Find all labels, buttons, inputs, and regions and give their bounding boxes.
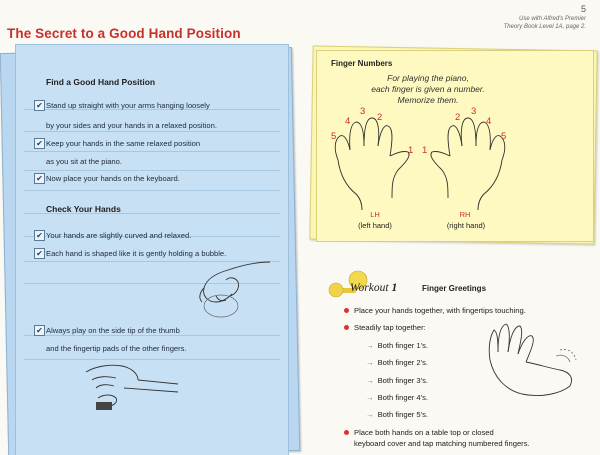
find-item-1: ✔ Stand up straight with your arms hanging loosely: [46, 101, 210, 110]
lh-finger-3: 3: [360, 106, 366, 117]
page-number: 5: [580, 4, 586, 14]
rh-finger-5: 5: [501, 131, 507, 142]
check-icon: ✔: [34, 100, 45, 111]
finger-numbers-subtitle: For playing the piano, each finger is given a number. Memorize them.: [371, 73, 485, 105]
check-item-1: ✔ Your hands are slightly curved and relaxed.: [46, 231, 191, 240]
rh-sub-label: (right hand): [446, 221, 486, 230]
workout-step-3: → Both finger 3's.: [366, 376, 429, 385]
arrow-icon: →: [366, 376, 374, 385]
check-item-2: ✔ Each hand is shaped like it is gently holding a bubble.: [46, 249, 226, 258]
find-item-3: ✔ Now place your hands on the keyboard.: [46, 174, 180, 183]
find-item-2-cont: as you sit at the piano.: [46, 157, 122, 166]
workout-bullet-3-cont: keyboard cover and tap matching numbered fingers.: [354, 439, 530, 448]
arrow-icon: →: [366, 358, 374, 367]
use-with-line-2: Theory Book Level 1A, page 2.: [503, 24, 586, 30]
arrow-icon: →: [366, 341, 374, 350]
check-icon: ✔: [34, 248, 45, 259]
lh-finger-5: 5: [331, 131, 337, 142]
find-item-2: ✔ Keep your hands in the same relaxed position: [46, 139, 200, 148]
rh-finger-1: 1: [422, 145, 428, 156]
workout-heading: Workout 1: [350, 282, 398, 294]
check-icon: ✔: [34, 230, 45, 241]
check-item-3: ✔ Always play on the side tip of the thumb: [46, 326, 180, 335]
rh-finger-2: 2: [455, 112, 461, 123]
workout-bullet-1: Place your hands together, with fingertips touching.: [354, 306, 526, 315]
rh-finger-3: 3: [471, 106, 477, 117]
workout-step-4: → Both finger 4's.: [366, 393, 429, 402]
workout-step-5: → Both finger 5's.: [366, 410, 429, 419]
lh-sub-label: (left hand): [358, 221, 392, 230]
rh-label: RH: [459, 210, 471, 219]
workout-subtitle: Finger Greetings: [422, 284, 487, 293]
find-item-1-cont: by your sides and your hands in a relaxed position.: [46, 121, 217, 130]
arrow-icon: →: [366, 410, 374, 419]
use-with-line-1: Use with Alfred's Premier: [519, 16, 586, 22]
arrow-icon: →: [366, 393, 374, 402]
page-title: The Secret to a Good Hand Position: [7, 26, 241, 41]
rh-finger-4: 4: [486, 116, 492, 127]
check-heading: Check Your Hands: [46, 204, 121, 214]
lh-finger-1: 1: [408, 145, 414, 156]
check-icon: ✔: [34, 173, 45, 184]
check-icon: ✔: [34, 138, 45, 149]
check-item-3-cont: and the fingertip pads of the other fingers.: [46, 344, 187, 353]
lh-label: LH: [370, 210, 380, 219]
workout-step-2: → Both finger 2's.: [366, 358, 429, 367]
workout-step-1: → Both finger 1's.: [366, 341, 429, 350]
workout-bullet-3: Place both hands on a table top or closed: [354, 428, 494, 437]
workout-bullet-2: Steadily tap together:: [354, 323, 426, 332]
finger-numbers-title: Finger Numbers: [331, 59, 393, 68]
lh-finger-4: 4: [345, 116, 351, 127]
check-icon: ✔: [34, 325, 45, 336]
find-heading: Find a Good Hand Position: [46, 77, 156, 87]
lh-finger-2: 2: [377, 112, 383, 123]
